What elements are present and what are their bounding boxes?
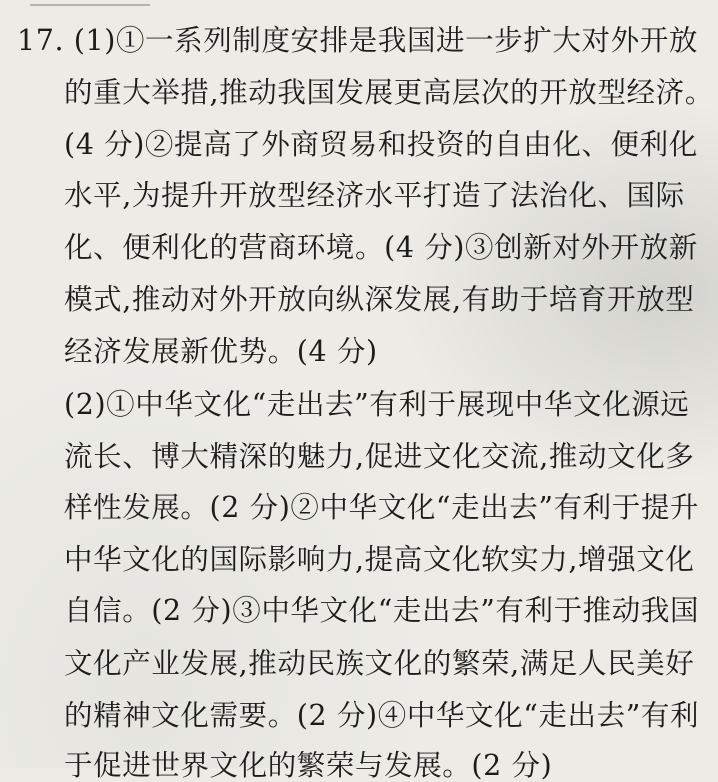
answer-line-14: 的精神文化需要。(2 分)④中华文化“走出去”有利: [64, 699, 700, 732]
answer-line-13: 文化产业发展,推动民族文化的繁荣,满足人民美好: [64, 647, 695, 680]
answer-line-6: 模式,推动对外开放向纵深发展,有助于培育开放型: [64, 283, 695, 316]
answer-line-8: (2)①中华文化“走出去”有利于展现中华文化源远: [64, 388, 690, 421]
answer-line-3: (4 分)②提高了外商贸易和投资的自由化、便利化: [64, 128, 698, 161]
answer-line-10: 样性发展。(2 分)②中华文化“走出去”有利于提升: [64, 491, 700, 524]
answer-line-11: 中华文化的国际影响力,提高文化软实力,增强文化: [64, 543, 695, 576]
answer-line-7: 经济发展新优势。(4 分): [64, 335, 378, 368]
cropped-header-remnant: [30, 0, 150, 6]
answer-line-2: 的重大举措,推动我国发展更高层次的开放型经济。: [64, 76, 714, 109]
answer-line-4: 水平,为提升开放型经济水平打造了法治化、国际: [64, 179, 685, 212]
answer-line-15: 于促进世界文化的繁荣与发展。(2 分): [64, 749, 553, 782]
answer-line-12: 自信。(2 分)③中华文化“走出去”有利于推动我国: [64, 594, 700, 627]
answer-line-1: 17. (1)①一系列制度安排是我国进一步扩大对外开放: [17, 24, 698, 57]
answer-line-9: 流长、博大精深的魅力,促进文化交流,推动文化多: [64, 440, 695, 473]
answer-line-5: 化、便利化的营商环境。(4 分)③创新对外开放新: [64, 231, 698, 264]
